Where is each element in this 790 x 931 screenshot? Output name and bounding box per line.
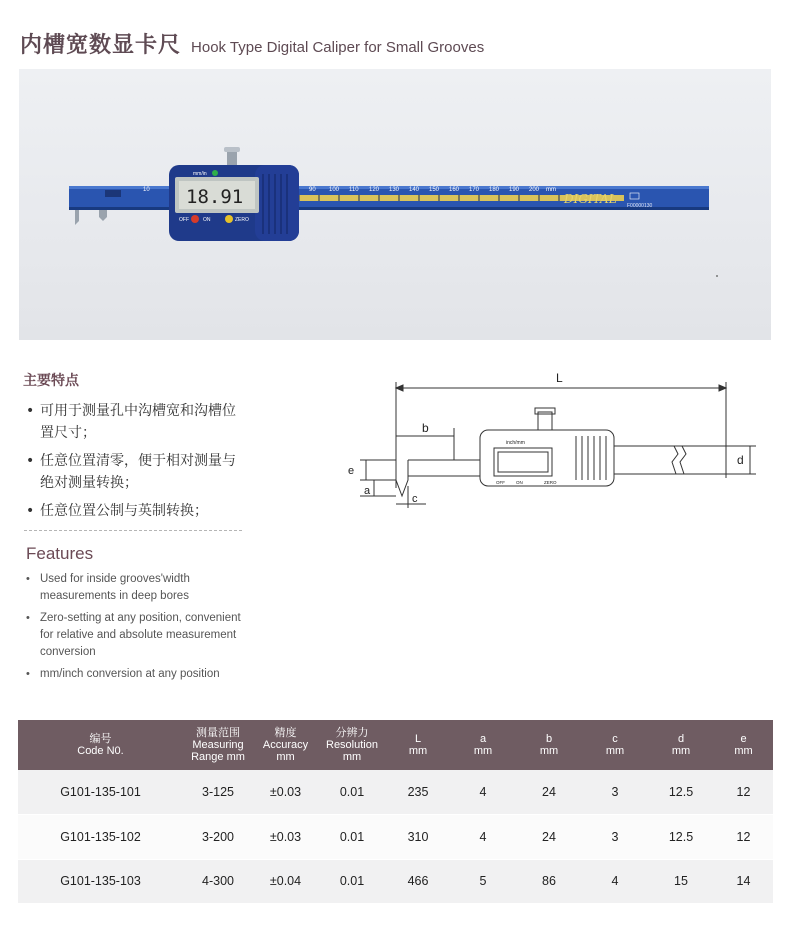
list-item: • 可用于测量孔中沟槽宽和沟槽位置尺寸； bbox=[26, 403, 236, 441]
features-cn-heading: 主要特点 bbox=[23, 373, 79, 389]
cell-b: 24 bbox=[516, 815, 582, 860]
dim-L-label: L bbox=[556, 371, 563, 385]
cell-L: 466 bbox=[386, 859, 450, 904]
off-on-button bbox=[191, 215, 199, 223]
unit-button bbox=[212, 170, 218, 176]
page-title bbox=[20, 28, 484, 60]
off-label: OFF bbox=[179, 217, 189, 223]
cell-a: 4 bbox=[450, 815, 516, 860]
header-L: L mm bbox=[386, 720, 450, 770]
list-item: • Zero-setting at any position, convenient for relative and absolute measurement conversion bbox=[26, 612, 241, 658]
zero-button bbox=[225, 215, 233, 223]
cell-range: 4-300 bbox=[183, 859, 253, 904]
scale-tick-label: 130 bbox=[389, 187, 400, 193]
list-item: • Used for inside grooves'width measurements in deep bores bbox=[26, 573, 190, 602]
diagram-on-label: ON bbox=[516, 480, 523, 485]
caliper-illustration bbox=[19, 69, 771, 340]
list-item: • 任意位置公制与英制转换； bbox=[26, 503, 208, 519]
table-row bbox=[18, 815, 773, 860]
scale-start-label: 10 bbox=[143, 187, 150, 193]
cell-resolution: 0.01 bbox=[318, 770, 386, 815]
spec-table bbox=[18, 720, 773, 904]
scale-tick-label: 100 bbox=[329, 187, 340, 193]
serial-label: F00000130 bbox=[627, 203, 653, 209]
cell-L: 310 bbox=[386, 815, 450, 860]
cell-e: 12 bbox=[714, 770, 773, 815]
cell-d: 15 bbox=[648, 859, 714, 904]
dim-a-label: a bbox=[364, 485, 371, 497]
header-e: e mm bbox=[714, 720, 773, 770]
cell-c: 3 bbox=[582, 815, 648, 860]
cell-a: 4 bbox=[450, 770, 516, 815]
zero-label: ZERO bbox=[235, 217, 249, 223]
features-en-list bbox=[26, 571, 251, 688]
cell-b: 86 bbox=[516, 859, 582, 904]
title-chinese: 内槽宽数显卡尺 bbox=[20, 33, 182, 58]
cell-c: 3 bbox=[582, 770, 648, 815]
scale-tick-label: 140 bbox=[409, 187, 420, 193]
cell-e: 14 bbox=[714, 859, 773, 904]
header-c: c mm bbox=[582, 720, 648, 770]
table-row bbox=[18, 859, 773, 904]
cell-resolution: 0.01 bbox=[318, 859, 386, 904]
cell-resolution: 0.01 bbox=[318, 815, 386, 860]
header-d: d mm bbox=[648, 720, 714, 770]
cell-accuracy: ±0.03 bbox=[253, 770, 318, 815]
scale-tick-label: 110 bbox=[349, 187, 359, 193]
unit-label: mm/in bbox=[193, 171, 207, 177]
header-b: b mm bbox=[516, 720, 582, 770]
scale-tick-label: 120 bbox=[369, 187, 380, 193]
cell-c: 4 bbox=[582, 859, 648, 904]
cell-e: 12 bbox=[714, 815, 773, 860]
header-resolution: 分辨力 Resolution mm bbox=[318, 720, 386, 770]
list-item: • 任意位置清零，便于相对测量与绝对测量转换； bbox=[26, 453, 236, 491]
header-accuracy: 精度 Accuracy mm bbox=[253, 720, 318, 770]
cell-accuracy: ±0.03 bbox=[253, 815, 318, 860]
dimension-diagram bbox=[330, 368, 760, 516]
dim-c-label: c bbox=[412, 493, 418, 505]
cell-d: 12.5 bbox=[648, 815, 714, 860]
brand-label: DIGITAL bbox=[564, 192, 617, 206]
header-a: a mm bbox=[450, 720, 516, 770]
cell-code: G101-135-101 bbox=[18, 770, 183, 815]
diagram-off-label: OFF bbox=[496, 480, 505, 485]
scale-tick-label: 190 bbox=[509, 187, 520, 193]
scale-tick-label: 200 bbox=[529, 187, 540, 193]
scale-tick-label: 150 bbox=[429, 187, 440, 193]
features-en-heading: Features bbox=[26, 544, 94, 563]
scale-tick-label: 170 bbox=[469, 187, 480, 193]
cell-d: 12.5 bbox=[648, 770, 714, 815]
cell-accuracy: ±0.04 bbox=[253, 859, 318, 904]
header-code: 编号 Code N0. bbox=[18, 720, 183, 770]
dim-d-label: d bbox=[737, 453, 744, 467]
diagram-zero-label: ZERO bbox=[544, 480, 557, 485]
list-item: • mm/inch conversion at any position bbox=[26, 668, 220, 680]
scale-tick-label: 180 bbox=[489, 187, 500, 193]
on-label: ON bbox=[203, 217, 211, 223]
features-cn-list bbox=[24, 400, 249, 528]
table-header-row bbox=[18, 720, 773, 770]
header-range: 测量范围 Measuring Range mm bbox=[183, 720, 253, 770]
cell-code: G101-135-103 bbox=[18, 859, 183, 904]
cell-code: G101-135-102 bbox=[18, 815, 183, 860]
diagram-display-text: inch/mm bbox=[506, 440, 525, 446]
dim-e-label: e bbox=[348, 465, 355, 477]
dim-b-label: b bbox=[422, 421, 429, 435]
cell-range: 3-125 bbox=[183, 770, 253, 815]
title-english: Hook Type Digital Caliper for Small Grooves bbox=[191, 39, 485, 56]
cell-L: 235 bbox=[386, 770, 450, 815]
cell-b: 24 bbox=[516, 770, 582, 815]
divider bbox=[24, 530, 242, 531]
cell-a: 5 bbox=[450, 859, 516, 904]
table-row bbox=[18, 770, 773, 815]
cell-range: 3-200 bbox=[183, 815, 253, 860]
product-photo bbox=[19, 69, 771, 340]
scale-tick-label: 90 bbox=[309, 187, 316, 193]
scale-unit-label: mm bbox=[546, 187, 556, 193]
lcd-reading: 18.91 bbox=[186, 186, 244, 208]
scale-tick-label: 160 bbox=[449, 187, 460, 193]
